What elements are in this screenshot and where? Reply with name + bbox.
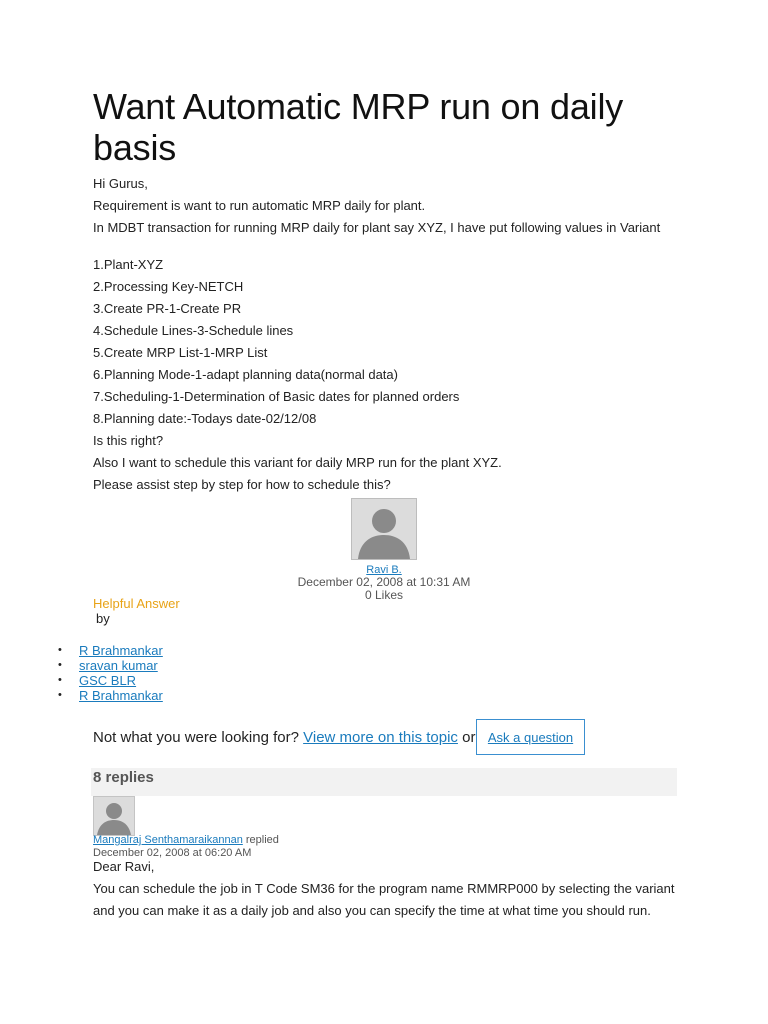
question-line: 2.Processing Key-NETCH [93,279,244,294]
reply-line: and you can make it as a daily job and also you can specify the time at what time you should run. [93,903,651,918]
helpful-people-list [0,643,163,703]
question-line: 3.Create PR-1-Create PR [93,301,242,316]
page-title: Want Automatic MRP run on daily basis [93,86,624,168]
reply-author-link[interactable]: Mangalraj Senthamaraikannan [93,834,243,846]
list-item [79,688,163,703]
replies-count: 8 replies [93,769,154,786]
author-link[interactable]: Ravi B. [366,564,402,576]
helpful-by-label: by [96,611,110,626]
reply-action: replied [245,834,279,846]
question-line: Please assist step by step for how to schedule this? [93,477,391,492]
prompt-text: Not what you were looking for? [93,729,299,746]
helpful-person-link[interactable]: R Brahmankar [79,643,163,658]
helpful-person-link[interactable]: R Brahmankar [79,688,163,703]
reply-meta [93,834,279,860]
question-line: Also I want to schedule this variant for daily MRP run for the plant XYZ. [93,455,502,470]
helpful-person-link[interactable]: sravan kumar [79,658,158,673]
ask-question-label[interactable]: Ask a question [487,729,574,745]
question-line: 8.Planning date:-Todays date-02/12/08 [93,411,317,426]
list-item [79,673,163,688]
question-line: Is this right? [93,433,164,448]
likes-count: 0 Likes [364,588,404,602]
reply-body [93,859,683,918]
not-what-prompt [93,729,475,747]
question-line: Requirement is want to run automatic MRP daily for plant. [93,198,426,213]
question-line: 7.Scheduling-1-Determination of Basic dates for planned orders [93,389,460,404]
view-more-link[interactable]: View more on this topic [303,729,458,746]
list-item [79,643,163,658]
reply-line: You can schedule the job in T Code SM36 for the program name RMMRP000 by selecting the variant [93,881,675,896]
question-line: 5.Create MRP List-1-MRP List [93,345,268,360]
question-line: 1.Plant-XYZ [93,257,164,272]
user-silhouette-icon[interactable] [351,498,417,560]
helpful-person-link[interactable]: GSC BLR [79,673,137,688]
question-line: Hi Gurus, [93,176,148,191]
or-text: or [462,729,476,746]
helpful-answer-label: Helpful Answer [93,596,180,611]
post-date: December 02, 2008 at 10:31 AM [297,575,471,589]
question-line: In MDBT transaction for running MRP daily for plant say XYZ, I have put following values in Variant [93,220,661,235]
list-item [79,658,163,673]
question-line: 6.Planning Mode-1-adapt planning data(normal data) [93,367,398,382]
question-author-block [284,498,484,601]
replies-header [91,768,677,796]
ask-question-button[interactable] [476,719,585,755]
reply-date: December 02, 2008 at 06:20 AM [93,847,252,859]
reply-line: Dear Ravi, [93,859,155,874]
user-silhouette-icon[interactable] [93,796,135,836]
question-line: 4.Schedule Lines-3-Schedule lines [93,323,294,338]
